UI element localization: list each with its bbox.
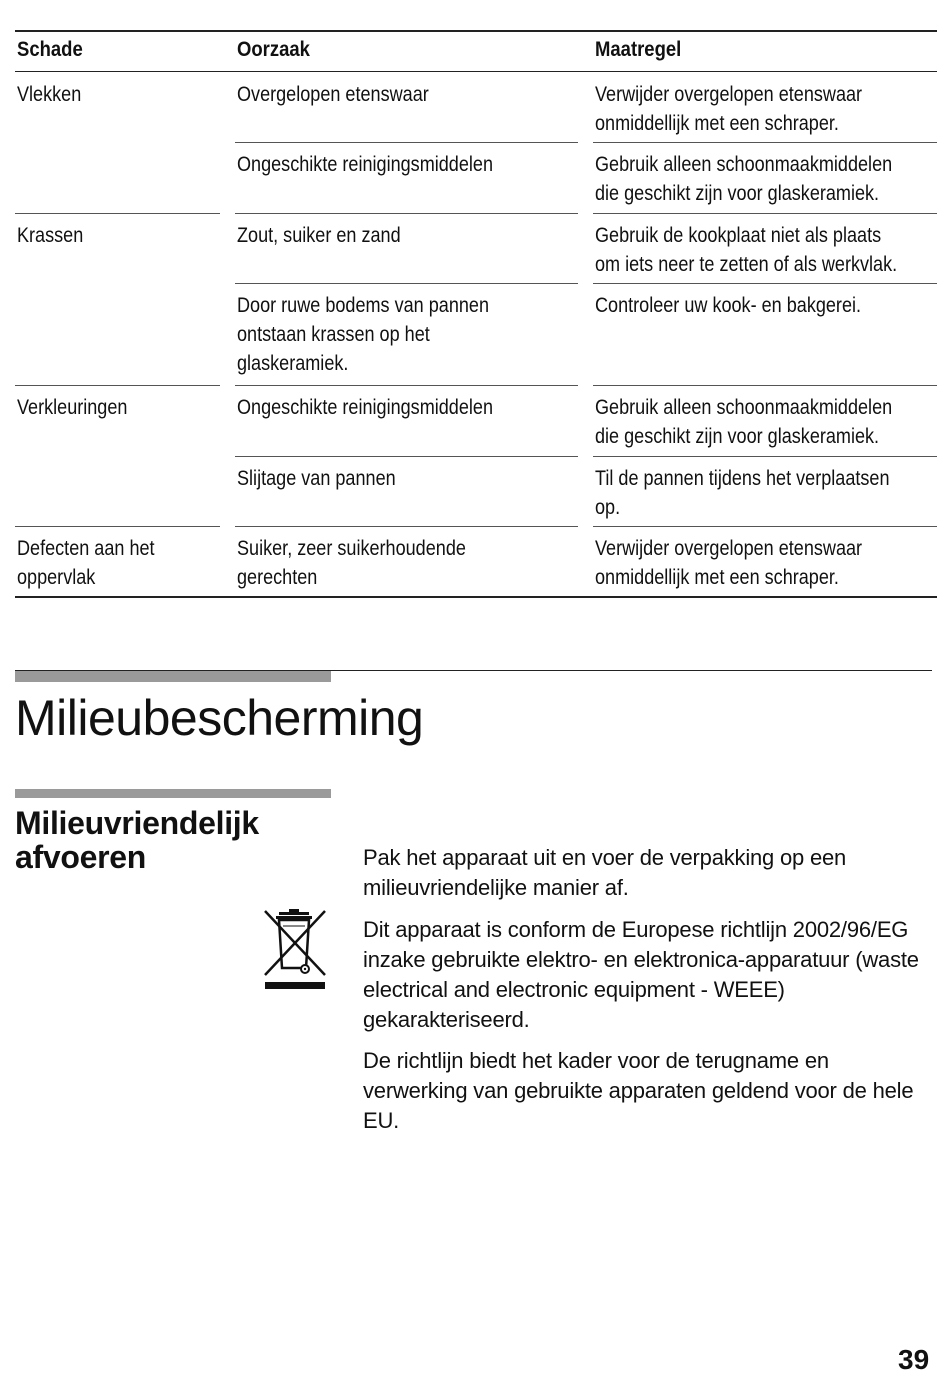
row-separator — [235, 385, 578, 386]
header-oorzaak: Oorzaak — [237, 38, 310, 61]
cell-maatregel: om iets neer te zetten of als werkvlak. — [595, 253, 898, 276]
paragraph-directive: De richtlijn biedt het kader voor de terugname en verwerking van gebruikte apparaten geldend voor de hele EU. — [363, 1048, 914, 1133]
cell-maatregel: Verwijder overgelopen etenswaar — [595, 537, 863, 560]
cell-maatregel: die geschikt zijn voor glaskeramiek. — [595, 182, 880, 205]
row-separator — [593, 456, 937, 457]
cell-oorzaak: glaskeramiek. — [237, 352, 349, 375]
cell-maatregel: onmiddellijk met een schraper. — [595, 566, 839, 589]
cell-maatregel: Gebruik alleen schoonmaakmiddelen — [595, 153, 893, 176]
row-separator — [15, 213, 220, 214]
table-header — [15, 38, 937, 72]
weee-crossed-out-bin-icon — [262, 908, 328, 990]
table-top-rule — [15, 30, 937, 32]
cell-oorzaak: Ongeschikte reinigingsmiddelen — [237, 396, 493, 419]
cell-oorzaak: Door ruwe bodems van pannen — [237, 294, 489, 317]
row-separator — [235, 456, 578, 457]
row-separator — [593, 142, 937, 143]
cell-oorzaak: Ongeschikte reinigingsmiddelen — [237, 153, 493, 176]
table-header-rule — [15, 71, 937, 72]
cell-maatregel: Verwijder overgelopen etenswaar — [595, 83, 863, 106]
subsection-bar — [15, 789, 331, 798]
cell-oorzaak: gerechten — [237, 566, 318, 589]
cell-schade: Krassen — [17, 224, 84, 247]
row-separator — [235, 142, 578, 143]
cell-maatregel: die geschikt zijn voor glaskeramiek. — [595, 425, 880, 448]
row-separator — [15, 385, 220, 386]
section-bar — [15, 671, 331, 682]
subsection-title-line-2: afvoeren — [15, 839, 146, 875]
cell-maatregel: onmiddellijk met een schraper. — [595, 112, 839, 135]
cell-maatregel: Til de pannen tijdens het verplaatsen — [595, 467, 890, 490]
header-schade: Schade — [17, 38, 83, 61]
row-separator — [593, 526, 937, 527]
row-separator — [235, 526, 578, 527]
cell-maatregel: Controleer uw kook- en bakgerei. — [595, 294, 862, 317]
subsection-title — [15, 806, 259, 874]
row-separator — [235, 213, 578, 214]
table-bottom-rule — [15, 596, 937, 598]
cell-maatregel: Gebruik de kookplaat niet als plaats — [595, 224, 882, 247]
cell-oorzaak: Overgelopen etenswaar — [237, 83, 429, 106]
paragraph-weee: Dit apparaat is conform de Europese richtlijn 2002/96/EG inzake gebruikte elektro- en elektronica-apparatuur (waste electrical and electronic equipment - WEEE) gekarakteriseerd. — [363, 917, 919, 1032]
section-title: Milieubescherming — [15, 690, 424, 746]
cell-oorzaak: Zout, suiker en zand — [237, 224, 401, 247]
row-separator — [593, 385, 937, 386]
row-separator — [15, 526, 220, 527]
row-separator — [235, 283, 578, 284]
cell-schade: oppervlak — [17, 566, 96, 589]
header-maatregel: Maatregel — [595, 38, 682, 61]
row-separator — [593, 213, 937, 214]
cell-maatregel: op. — [595, 496, 621, 519]
row-separator — [593, 283, 937, 284]
cell-oorzaak: Suiker, zeer suikerhoudende — [237, 537, 466, 560]
cell-oorzaak: ontstaan krassen op het — [237, 323, 430, 346]
paragraph-unpack: Pak het apparaat uit en voer de verpakking op een milieuvriendelijke manier af. — [363, 845, 847, 900]
page-number: 39 — [898, 1344, 930, 1375]
cell-schade: Vlekken — [17, 83, 82, 106]
cell-oorzaak: Slijtage van pannen — [237, 467, 396, 490]
cell-schade: Defecten aan het — [17, 537, 155, 560]
subsection-title-line-1: Milieuvriendelijk — [15, 805, 259, 841]
cell-maatregel: Gebruik alleen schoonmaakmiddelen — [595, 396, 893, 419]
cell-schade: Verkleuringen — [17, 396, 128, 419]
